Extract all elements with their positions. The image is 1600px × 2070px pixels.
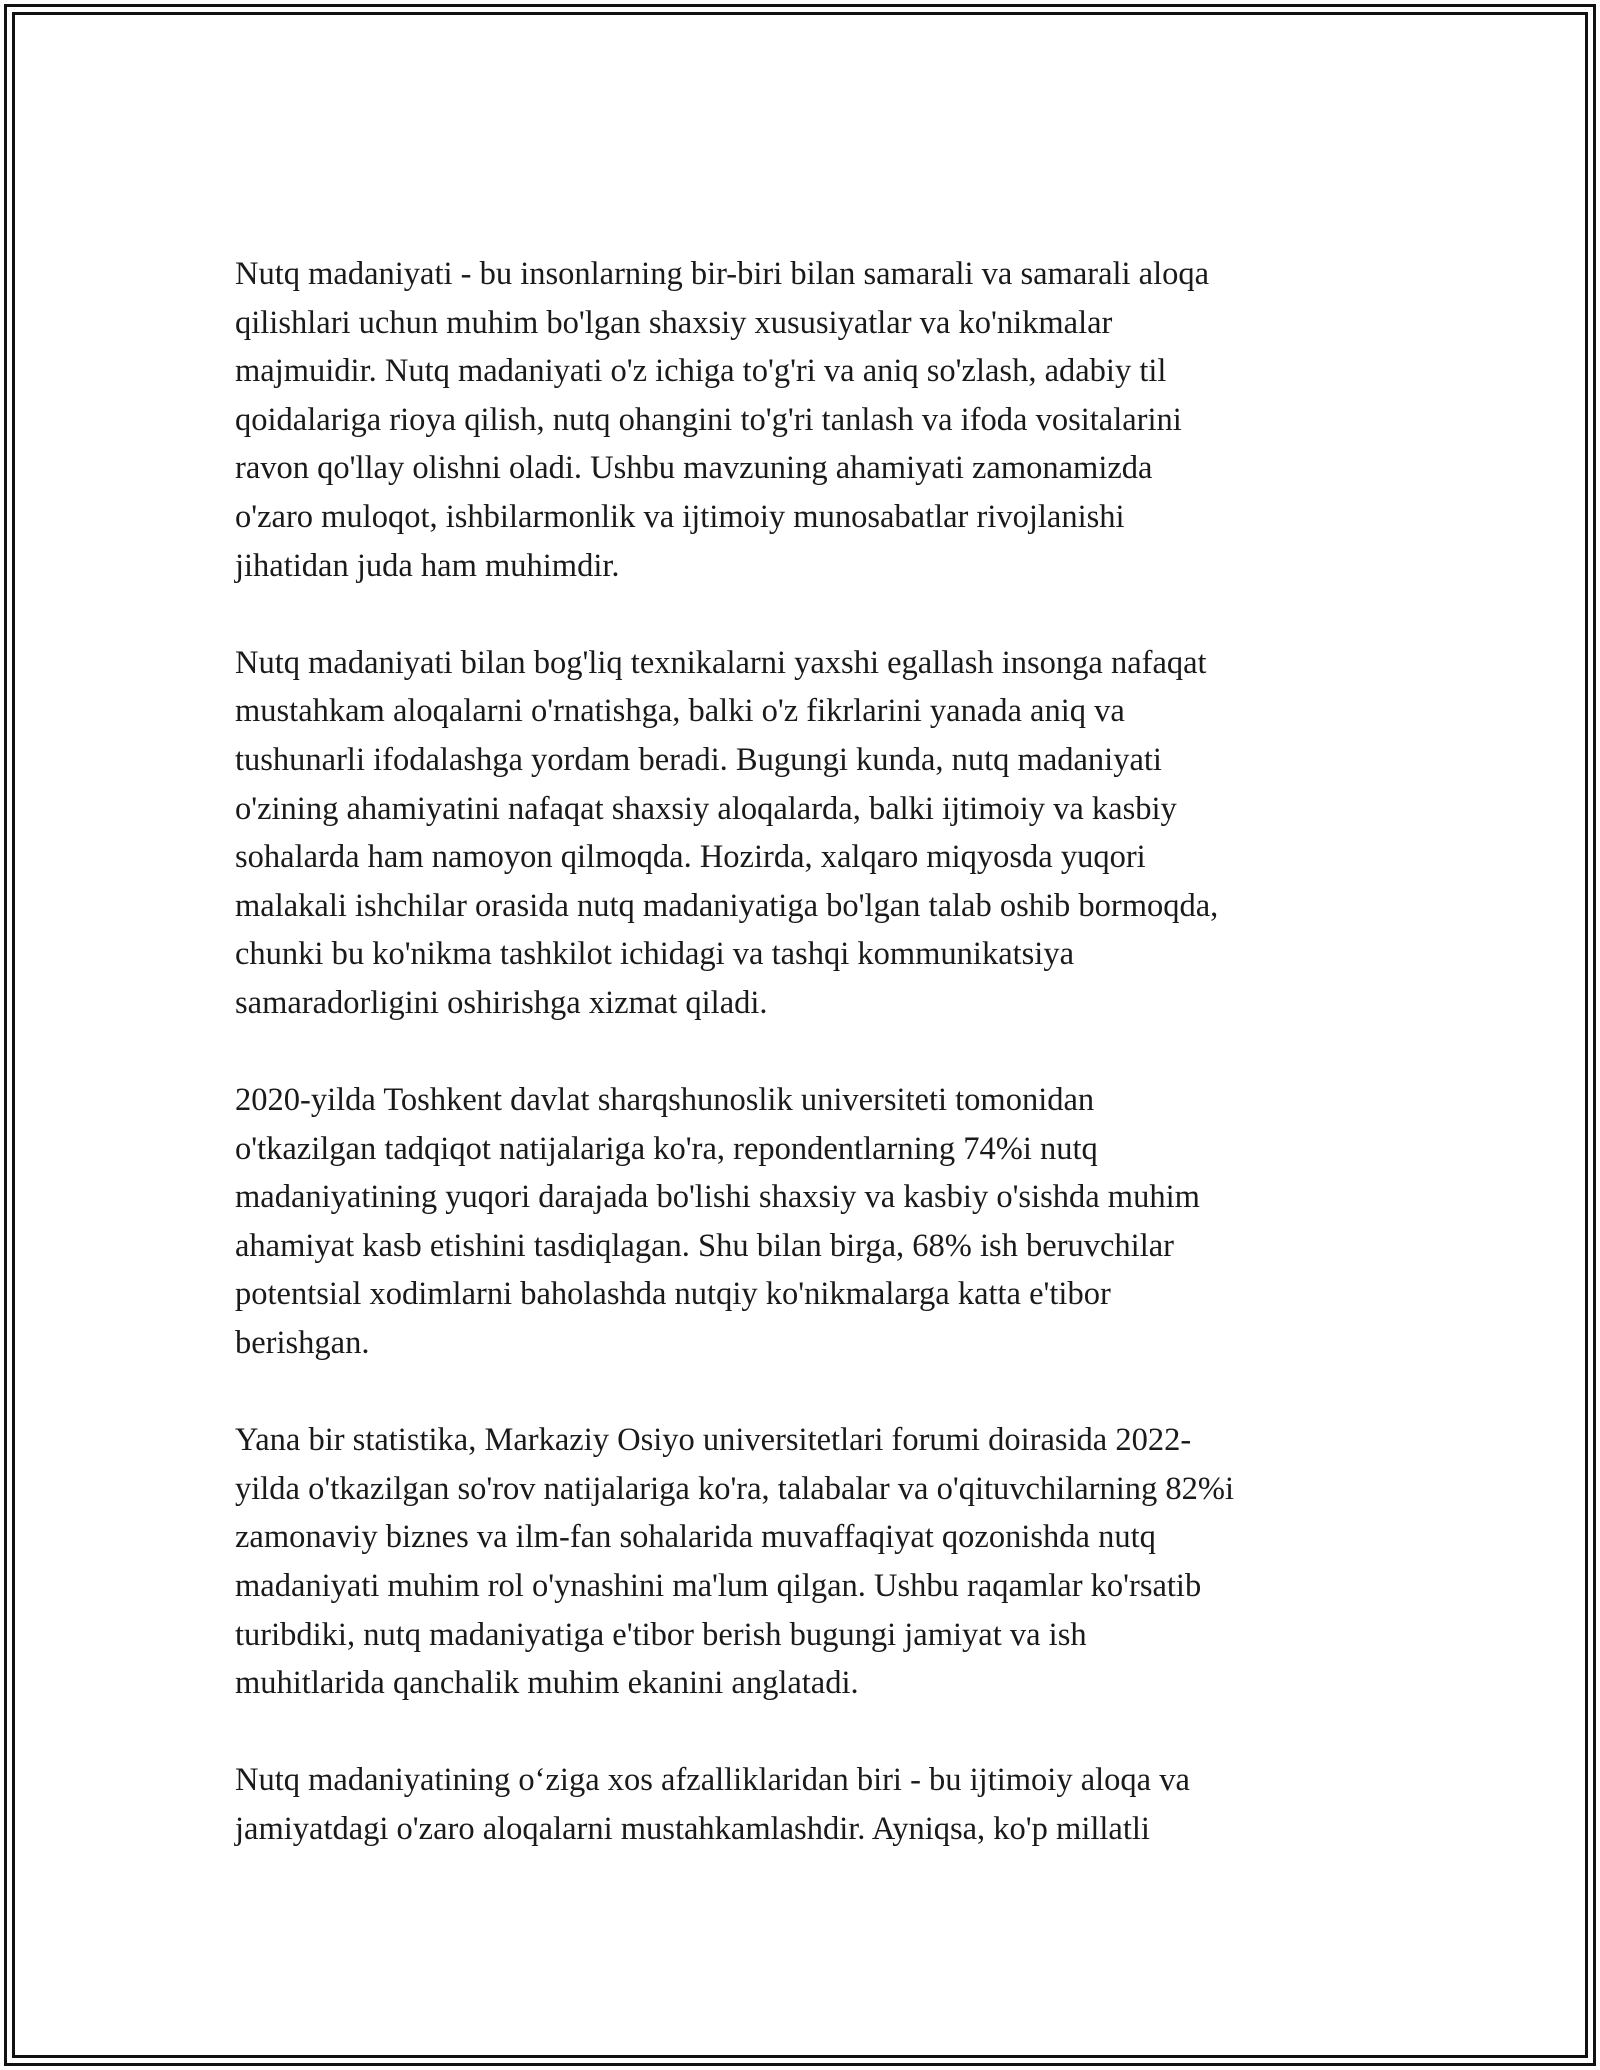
text-line: tushunarli ifodalashga yordam beradi. Bugungi kunda, nutq madaniyati [235,741,1162,778]
text-line: Nutq madaniyatining o‘ziga xos afzalliklaridan biri - bu ijtimoiy aloqa va [235,1762,1190,1799]
paragraph [235,1076,1380,1368]
text-line: jamiyatdagi o'zaro aloqalarni mustahkamlashdir. Ayniqsa, ko'p millatli [235,1811,1150,1847]
paragraph [235,250,1380,590]
text-line: Nutq madaniyati - bu insonlarning bir-biri bilan samarali va samarali aloqa [235,256,1210,292]
text-line: chunki bu ko'nikma tashkilot ichidagi va tashqi kommunikatsiya [235,936,1075,973]
text-line: turibdiki, nutq madaniyatiga e'tibor berish bugungi jamiyat va ish [235,1616,1087,1653]
text-line: jihatidan juda ham muhimdir. [235,547,620,584]
text-line: o'zining ahamiyatini nafaqat shaxsiy aloqalarda, balki ijtimoiy va kasbiy [235,790,1177,827]
text-line: 2020-yilda Toshkent davlat sharqshunoslik universiteti tomonidan [235,1082,1095,1119]
text-line: madaniyatining yuqori darajada bo'lishi shaxsiy va kasbiy o'sishda muhim [235,1179,1200,1216]
paragraph [235,1756,1380,1853]
text-line: majmuidir. Nutq madaniyati o'z ichiga to'g'ri va aniq so'zlash, adabiy til [235,353,1167,390]
text-line: qilishlari uchun muhim bo'lgan shaxsiy xususiyatlar va ko'nikmalar [235,304,1113,341]
paragraph [235,639,1380,1028]
document-body [235,250,1380,1902]
text-line: samaradorligini oshirishga xizmat qiladi. [235,984,768,1021]
text-line: madaniyati muhim rol o'ynashini ma'lum qilgan. Ushbu raqamlar ko'rsatib [235,1568,1202,1605]
text-line: ahamiyat kasb etishini tasdiqlagan. Shu bilan birga, 68% ish beruvchilar [235,1227,1174,1264]
text-line: o'tkazilgan tadqiqot natijalariga ko'ra, repondentlarning 74%i nutq [235,1130,1098,1167]
text-line: berishgan. [235,1325,370,1362]
text-line: potentsial xodimlarni baholashda nutqiy ko'nikmalarga katta e'tibor [235,1276,1111,1313]
text-line: sohalarda ham namoyon qilmoqda. Hozirda, xalqaro miqyosda yuqori [235,839,1146,876]
text-line: mustahkam aloqalarni o'rnatishga, balki o'z fikrlarini yanada aniq va [235,693,1125,730]
text-line: Yana bir statistika, Markaziy Osiyo universitetlari forumi doirasida 2022- [235,1422,1192,1459]
text-line: Nutq madaniyati bilan bog'liq texnikalarni yaxshi egallash insonga nafaqat [235,644,1207,681]
text-line: qoidalariga rioya qilish, nutq ohangini to'g'ri tanlash va ifoda vositalarini [235,401,1182,438]
text-line: zamonaviy biznes va ilm-fan sohalarida muvaffaqiyat qozonishda nutq [235,1519,1156,1556]
paragraph [235,1416,1380,1708]
text-line: ravon qo'llay olishni oladi. Ushbu mavzuning ahamiyati zamonamizda [235,450,1153,487]
text-line: yilda o'tkazilgan so'rov natijalariga ko'ra, talabalar va o'qituvchilarning 82%i [235,1470,1234,1507]
text-line: o'zaro muloqot, ishbilarmonlik va ijtimoiy munosabatlar rivojlanishi [235,498,1125,535]
text-line: muhitlarida qanchalik muhim ekanini anglatadi. [235,1665,859,1702]
text-line: malakali ishchilar orasida nutq madaniyatiga bo'lgan talab oshib bormoqda, [235,887,1219,924]
